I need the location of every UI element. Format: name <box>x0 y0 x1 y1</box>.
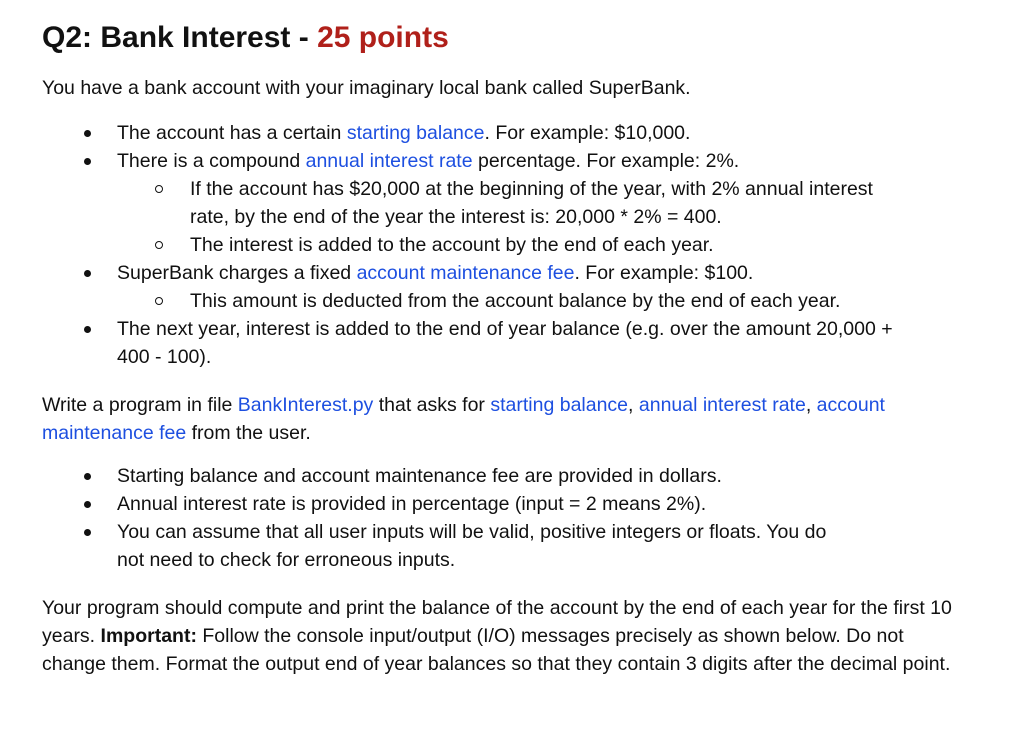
program-paragraph <box>42 391 972 447</box>
paragraph-text: , <box>628 394 639 416</box>
sub-list-item: If the account has $20,000 at the beginning of the year, with 2% annual interest rate, by the end of the year the interest is: 20,000 * 2% = 400. <box>117 175 901 231</box>
list-item <box>0 315 1000 371</box>
term-annual-interest-rate: annual interest rate <box>638 394 806 416</box>
paragraph-text: Your program should compute and print the balance of the account by the end of each year for the first 10 years. <box>42 597 952 647</box>
term-annual-interest-rate: annual interest rate <box>305 150 473 172</box>
list-item <box>0 119 1000 147</box>
bullet-text: . For example: $100. <box>574 262 754 284</box>
paragraph-text: from the user. <box>186 422 311 444</box>
file-name: BankInterest.py <box>237 394 374 416</box>
term-account-maintenance-fee: account maintenance fee <box>42 394 885 444</box>
title-points: 25 points <box>317 21 449 54</box>
account-bullet-list <box>0 119 1000 371</box>
term-starting-balance: starting balance <box>346 122 485 144</box>
bullet-text: SuperBank charges a fixed <box>117 262 357 284</box>
paragraph-text: , <box>805 394 817 416</box>
bullet-text: The next year, interest is added to the end of year balance (e.g. over the amount 20,000 + 400 - 100). <box>117 318 893 368</box>
sub-list-item: This amount is deducted from the account balance by the end of each year. <box>117 287 1000 315</box>
list-item <box>0 259 1000 315</box>
sub-bullet-list <box>117 175 1000 259</box>
paragraph-text: Write a program in file <box>42 394 238 416</box>
sub-list-item: The interest is added to the account by the end of each year. <box>117 231 1000 259</box>
paragraph-text: Follow the console input/output (I/O) messages precisely as shown below. Do not change them. Format the output end of year balances so that they contain 3 digits after the decimal point. <box>42 625 951 675</box>
sub-bullet-list <box>117 287 1000 315</box>
list-item: You can assume that all user inputs will be valid, positive integers or floats. You do not need to check for erroneous inputs. <box>0 518 837 574</box>
list-item: Starting balance and account maintenance fee are provided in dollars. <box>0 462 1000 490</box>
term-account-maintenance-fee: account maintenance fee <box>356 262 575 284</box>
bullet-text: The account has a certain <box>117 122 347 144</box>
list-item <box>0 147 1000 259</box>
term-starting-balance: starting balance <box>490 394 629 416</box>
list-item: Annual interest rate is provided in percentage (input = 2 means 2%). <box>0 490 1000 518</box>
input-notes-list <box>0 462 1000 574</box>
bullet-text: . For example: $10,000. <box>484 122 691 144</box>
output-paragraph <box>42 594 972 678</box>
title-main: Q2: Bank Interest - <box>42 21 318 54</box>
question-title <box>42 18 449 58</box>
bullet-text: percentage. For example: 2%. <box>472 150 740 172</box>
important-label: Important: <box>100 625 197 647</box>
bullet-text: There is a compound <box>117 150 306 172</box>
paragraph-text: that asks for <box>373 394 491 416</box>
intro-paragraph: You have a bank account with your imaginary local bank called SuperBank. <box>42 77 691 99</box>
